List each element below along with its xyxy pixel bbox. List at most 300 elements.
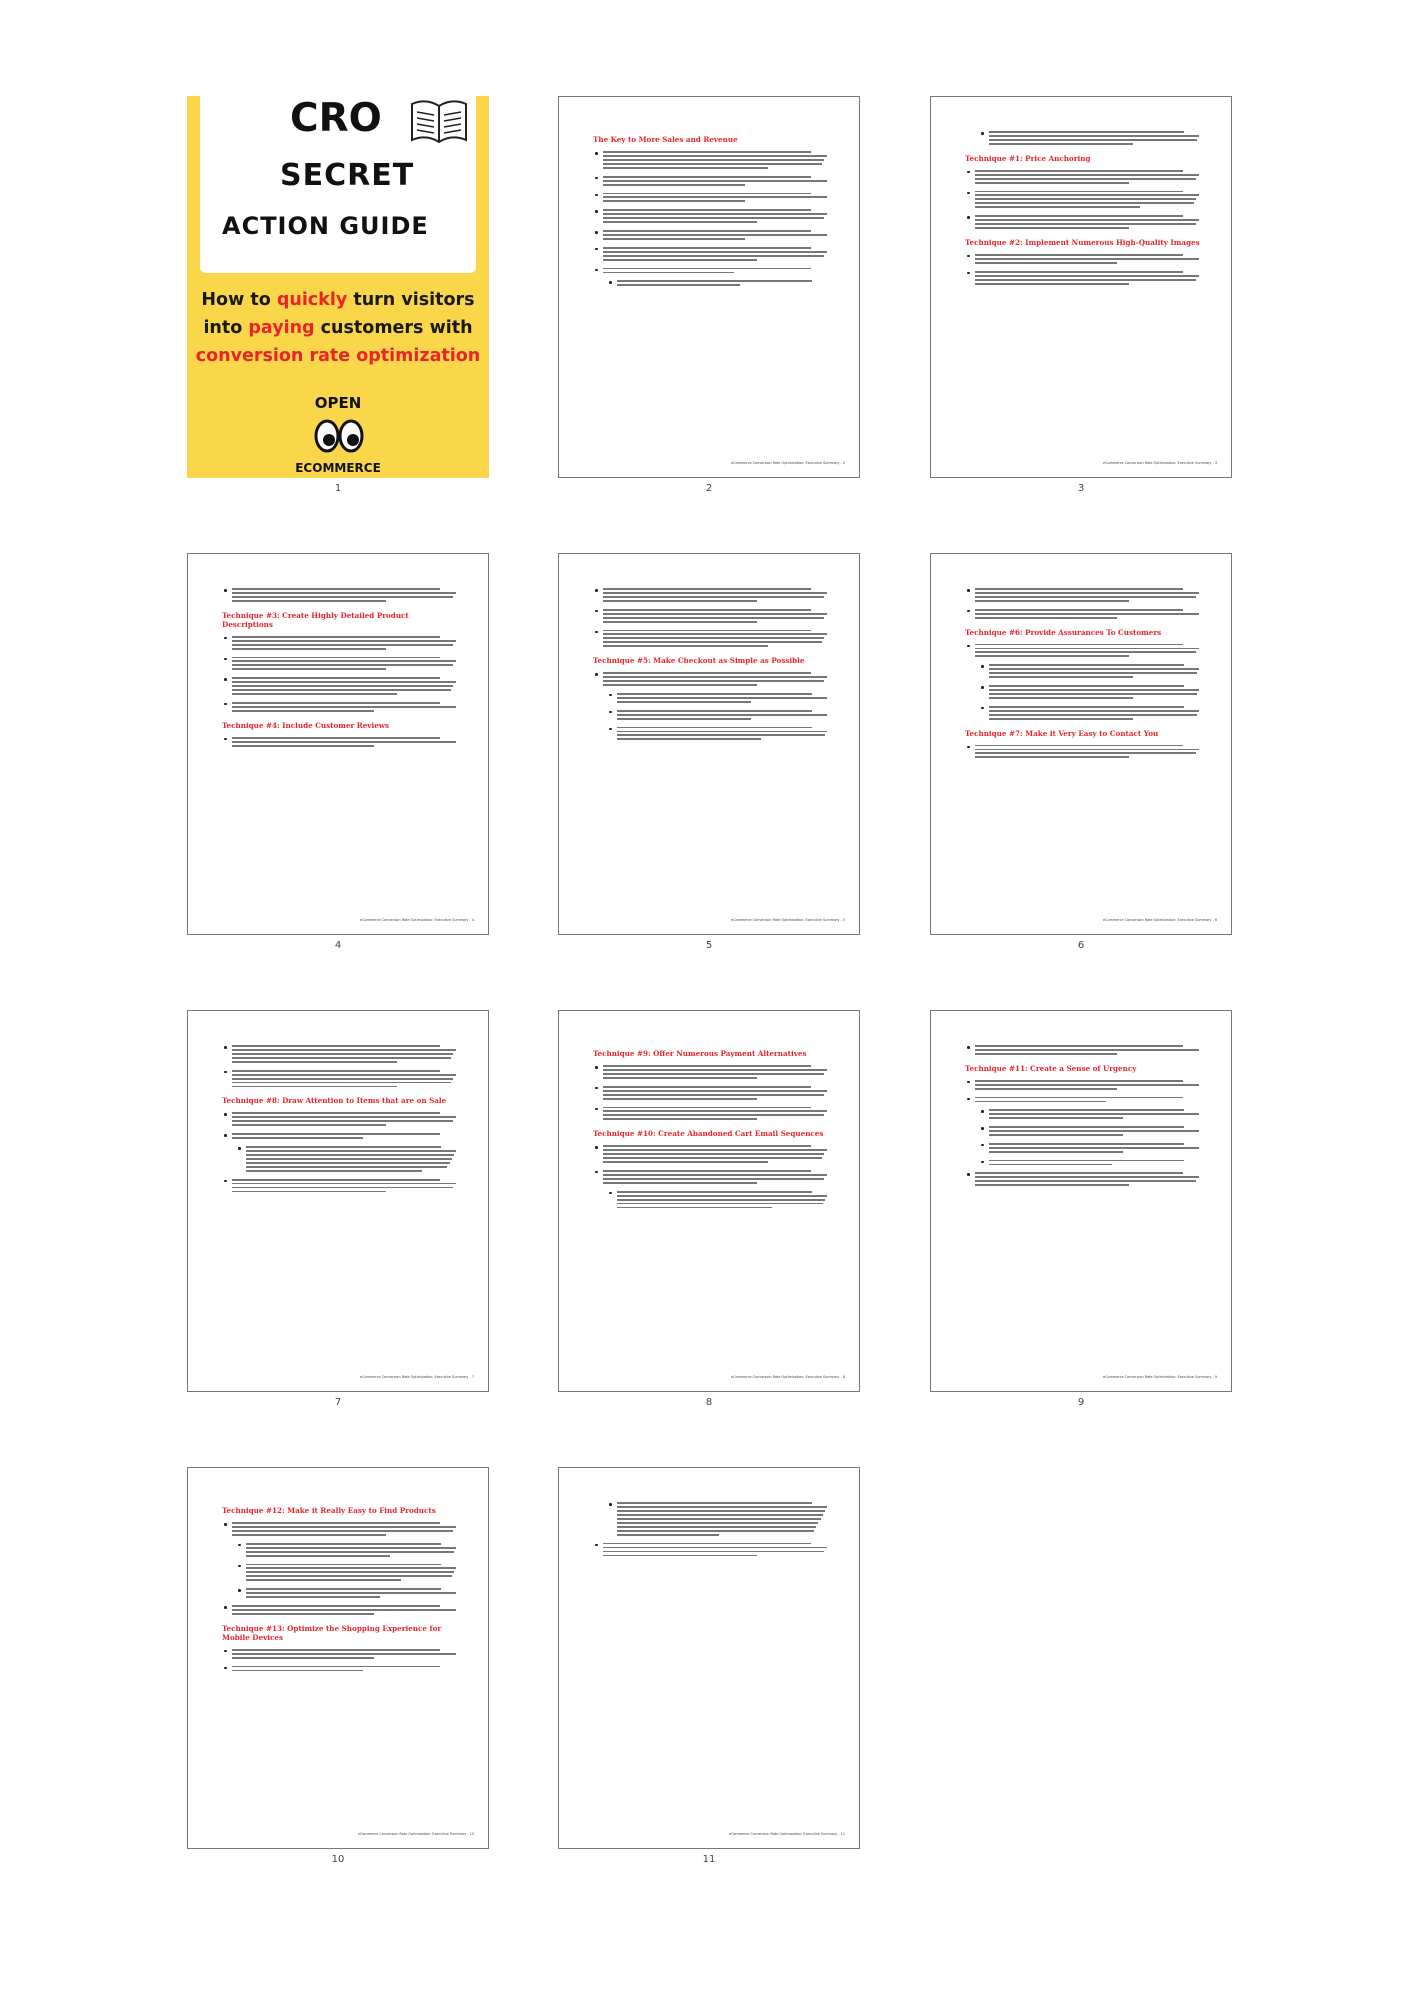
text-line (603, 1161, 768, 1163)
text-line (617, 1510, 825, 1512)
text-line (603, 1065, 811, 1067)
tagline-text: into (203, 318, 249, 338)
text-line (989, 672, 1197, 674)
text-line (989, 1147, 1199, 1149)
bullet-paragraph (965, 745, 1201, 759)
text-line (232, 1191, 386, 1193)
page-content (222, 1502, 458, 1826)
text-line (603, 272, 734, 274)
text-line (232, 1653, 456, 1655)
bullet-paragraph (965, 1045, 1201, 1055)
bullet-paragraph (593, 1191, 829, 1209)
bullet-paragraph (593, 268, 829, 274)
bullet-paragraph (593, 630, 829, 648)
text-line (603, 1178, 824, 1180)
page-section (222, 1096, 458, 1192)
section-heading: Technique #3: Create Highly Detailed Product Descriptions (222, 610, 409, 629)
text-line (232, 1137, 363, 1139)
text-line (989, 1109, 1184, 1111)
text-line (603, 1069, 827, 1071)
text-line (232, 1086, 397, 1088)
text-line (246, 1150, 456, 1152)
footer-page-number: 5 (842, 918, 845, 922)
text-line (232, 1049, 456, 1051)
page-number-label: 7 (334, 1397, 342, 1408)
text-line (603, 155, 827, 157)
page-footer (731, 1375, 845, 1379)
text-line (232, 1183, 456, 1185)
text-line (603, 1077, 757, 1079)
text-line (989, 676, 1133, 678)
text-line (232, 588, 440, 590)
page-thumbnail-11[interactable] (558, 1467, 860, 1849)
text-line (232, 1045, 440, 1047)
text-line (232, 1124, 386, 1126)
text-line (975, 1045, 1183, 1047)
cover-title-secret: SECRET (280, 158, 415, 193)
text-line (603, 176, 811, 178)
bullet-paragraph (965, 215, 1201, 229)
text-line (975, 206, 1140, 208)
text-line (975, 174, 1199, 176)
text-line (617, 1522, 818, 1524)
text-line (603, 193, 811, 195)
bullet-paragraph (222, 1605, 458, 1615)
bullet-paragraph (222, 657, 458, 671)
text-line (975, 592, 1199, 594)
text-line (975, 182, 1129, 184)
text-line (989, 1164, 1112, 1166)
text-line (603, 1149, 827, 1151)
text-line (989, 697, 1133, 699)
text-line (617, 697, 827, 699)
text-line (989, 685, 1184, 687)
page-thumbnail-8[interactable] (558, 1010, 860, 1392)
section-heading: Technique #5: Make Checkout as Simple as Possible (593, 656, 805, 666)
bullet-paragraph (593, 693, 829, 703)
bullet-paragraph (222, 1112, 458, 1126)
footer-separator: - (1211, 461, 1215, 465)
text-line (603, 596, 824, 598)
text-line (603, 1098, 757, 1100)
text-line (603, 1114, 824, 1116)
page-content (222, 588, 458, 912)
text-line (246, 1567, 456, 1569)
text-line (603, 1110, 827, 1112)
footer-title: eCommerce Conversion Rate Optimization: Executive Summary (1103, 918, 1212, 922)
bullet-paragraph (965, 170, 1201, 184)
text-line (617, 1506, 827, 1508)
section-heading: Technique #1: Price Anchoring (965, 153, 1091, 163)
bullet-paragraph (222, 1179, 458, 1193)
bullet-paragraph (222, 588, 458, 602)
text-line (989, 131, 1184, 133)
text-line (975, 279, 1196, 281)
text-line (232, 1530, 453, 1532)
bullet-paragraph (593, 247, 829, 261)
text-line (989, 1151, 1123, 1153)
footer-title: eCommerce Conversion Rate Optimization: Executive Summary (360, 918, 469, 922)
page-content (593, 588, 829, 912)
text-line (603, 617, 824, 619)
text-line (603, 592, 827, 594)
page-thumbnail-3[interactable] (930, 96, 1232, 478)
text-line (975, 756, 1129, 758)
eyes-icon (314, 418, 364, 454)
text-line (617, 280, 812, 282)
tagline-highlight: conversion rate optimization (195, 346, 481, 366)
text-line (975, 609, 1183, 611)
bullet-paragraph (965, 1126, 1201, 1136)
bullet-paragraph (593, 1502, 829, 1536)
section-heading: Technique #13: Optimize the Shopping Experience for Mobile Devices (222, 1623, 442, 1642)
text-line (603, 645, 768, 647)
footer-title: eCommerce Conversion Rate Optimization: Executive Summary (731, 1375, 840, 1379)
text-line (232, 1187, 453, 1189)
text-line (975, 283, 1129, 285)
bullet-paragraph (222, 737, 458, 747)
page-section (965, 131, 1201, 145)
text-line (246, 1555, 390, 1557)
text-line (246, 1543, 441, 1545)
text-line (232, 592, 456, 594)
page-number-label: 6 (1077, 940, 1085, 951)
text-line (232, 1053, 453, 1055)
text-line (975, 262, 1117, 264)
bullet-paragraph (593, 609, 829, 623)
page-section (222, 721, 458, 747)
text-line (232, 1526, 456, 1528)
text-line (975, 613, 1199, 615)
footer-page-number: 2 (842, 461, 845, 465)
bullet-paragraph (593, 727, 829, 741)
cover-tagline (187, 286, 489, 370)
bullet-paragraph (593, 588, 829, 602)
text-line (232, 1116, 456, 1118)
page-number-label: 10 (331, 1854, 345, 1865)
text-line (617, 1514, 823, 1516)
text-line (246, 1596, 380, 1598)
page-thumbnail-4[interactable] (187, 553, 489, 935)
text-line (989, 139, 1197, 141)
page-section (593, 588, 829, 647)
text-line (232, 600, 386, 602)
page-thumbnail-2[interactable] (558, 96, 860, 478)
footer-page-number: 7 (471, 1375, 474, 1379)
page-section (593, 656, 829, 740)
bullet-paragraph (965, 1097, 1201, 1103)
bullet-paragraph (965, 664, 1201, 678)
page-section (593, 1502, 829, 1556)
text-line (232, 596, 453, 598)
cover-title-action-guide: ACTION GUIDE (222, 212, 429, 240)
text-line (603, 1118, 757, 1120)
text-line (232, 737, 440, 739)
text-line (603, 230, 811, 232)
page-section (965, 588, 1201, 619)
text-line (617, 710, 812, 712)
cover-title-box (200, 96, 476, 273)
tagline-highlight: quickly (276, 290, 348, 310)
text-line (975, 194, 1199, 196)
text-line (603, 259, 757, 261)
text-line (989, 693, 1197, 695)
text-line (975, 1097, 1183, 1099)
text-line (989, 143, 1133, 145)
page-section (222, 1045, 458, 1087)
section-heading: Technique #6: Provide Assurances To Customers (965, 627, 1162, 637)
text-line (603, 151, 811, 153)
page-number-label: 8 (705, 1397, 713, 1408)
tagline-text: turn visitors (347, 290, 475, 310)
text-line (603, 159, 824, 161)
text-line (232, 681, 456, 683)
text-line (989, 689, 1199, 691)
bullet-paragraph (222, 1666, 458, 1672)
page-content (965, 588, 1201, 912)
page-footer (731, 918, 845, 922)
text-line (975, 271, 1183, 273)
text-line (246, 1579, 401, 1581)
text-line (975, 219, 1199, 221)
page-number-label: 3 (1077, 483, 1085, 494)
text-line (975, 1176, 1199, 1178)
page-content (593, 1502, 829, 1826)
bullet-paragraph (965, 1080, 1201, 1090)
text-line (975, 223, 1196, 225)
section-heading: Technique #9: Offer Numerous Payment Alternatives (593, 1049, 807, 1058)
page-footer (731, 461, 845, 465)
text-line (617, 1530, 814, 1532)
text-line (603, 247, 811, 249)
text-line (617, 1502, 812, 1504)
text-line (603, 588, 811, 590)
text-line (603, 1182, 757, 1184)
bullet-paragraph (593, 209, 829, 223)
text-line (603, 1547, 827, 1549)
page-thumbnail-5[interactable] (558, 553, 860, 935)
text-line (246, 1564, 441, 1566)
page-thumbnail-9[interactable] (930, 1010, 1232, 1392)
text-line (617, 731, 827, 733)
text-line (232, 1670, 363, 1672)
page-section (222, 1624, 458, 1672)
text-line (617, 1199, 825, 1201)
page-section (965, 1045, 1201, 1055)
text-line (989, 1117, 1123, 1119)
text-line (989, 668, 1199, 670)
text-line (603, 1073, 824, 1075)
text-line (975, 227, 1129, 229)
bullet-paragraph (965, 191, 1201, 209)
bullet-paragraph (965, 1160, 1201, 1166)
footer-title: eCommerce Conversion Rate Optimization: Executive Summary (728, 1832, 838, 1836)
text-line (232, 1120, 453, 1122)
text-line (246, 1551, 454, 1553)
text-line (232, 1070, 440, 1072)
text-line (989, 714, 1197, 716)
text-line (603, 221, 757, 223)
text-line (603, 200, 745, 202)
text-line (975, 198, 1196, 200)
section-heading: Technique #7: Make it Very Easy to Contact You (965, 728, 1159, 738)
page-section (222, 611, 458, 712)
footer-separator: - (468, 1375, 472, 1379)
footer-separator: - (1211, 918, 1215, 922)
footer-separator: - (839, 1375, 843, 1379)
text-line (603, 268, 811, 270)
bullet-paragraph (593, 710, 829, 720)
bullet-paragraph (965, 685, 1201, 699)
footer-title: eCommerce Conversion Rate Optimization: Executive Summary (357, 1832, 467, 1836)
bullet-paragraph (965, 131, 1201, 145)
tagline-text: customers with (314, 318, 473, 338)
text-line (603, 1555, 757, 1557)
bullet-paragraph (222, 636, 458, 650)
text-line (232, 1666, 440, 1668)
footer-title: eCommerce Conversion Rate Optimization: Executive Summary (1103, 461, 1212, 465)
text-line (232, 685, 453, 687)
text-line (617, 1203, 823, 1205)
text-line (246, 1162, 450, 1164)
text-line (603, 600, 757, 602)
bullet-paragraph (222, 1564, 458, 1582)
bullet-paragraph (222, 1522, 458, 1536)
text-line (617, 284, 740, 286)
text-line (603, 1094, 824, 1096)
text-line (246, 1571, 454, 1573)
page-footer (360, 918, 474, 922)
text-line (617, 734, 825, 736)
page-thumbnail-6[interactable] (930, 553, 1232, 935)
text-line (617, 738, 761, 740)
section-heading: Technique #10: Create Abandoned Cart Email Sequences (593, 1129, 824, 1139)
bullet-paragraph (965, 271, 1201, 285)
text-line (975, 655, 1129, 657)
text-line (232, 1609, 456, 1611)
footer-title: eCommerce Conversion Rate Optimization: Executive Summary (360, 1375, 469, 1379)
page-footer (360, 1375, 474, 1379)
text-line (232, 1649, 440, 1651)
bullet-paragraph (222, 1146, 458, 1172)
text-line (603, 684, 757, 686)
footer-separator: - (839, 918, 843, 922)
text-line (617, 693, 812, 695)
text-line (603, 167, 768, 169)
text-line (603, 251, 827, 253)
bullet-paragraph (593, 151, 829, 169)
footer-page-number: 9 (1214, 1375, 1217, 1379)
footer-title: eCommerce Conversion Rate Optimization: Executive Summary (1103, 1375, 1212, 1379)
page-section (965, 729, 1201, 759)
page-section (593, 1129, 829, 1208)
text-line (232, 1613, 374, 1615)
text-line (989, 1134, 1123, 1136)
text-line (603, 1543, 811, 1545)
bullet-paragraph (593, 193, 829, 203)
text-line (617, 701, 751, 703)
text-line (603, 676, 827, 678)
page-content (965, 1045, 1201, 1369)
text-line (232, 668, 386, 670)
bullet-paragraph (593, 1107, 829, 1121)
text-line (603, 680, 824, 682)
footer-page-number: 11 (840, 1832, 845, 1836)
text-line (975, 215, 1183, 217)
text-line (603, 613, 827, 615)
tagline-highlight: paying (248, 318, 315, 338)
text-line (232, 741, 456, 743)
text-line (975, 749, 1199, 751)
open-book-icon (408, 96, 470, 148)
text-line (617, 1526, 816, 1528)
footer-separator: - (1211, 1375, 1215, 1379)
text-line (975, 588, 1183, 590)
bullet-paragraph (222, 702, 458, 712)
text-line (232, 706, 456, 708)
text-line (232, 677, 440, 679)
bullet-paragraph (965, 588, 1201, 602)
text-line (975, 617, 1117, 619)
text-line (603, 209, 811, 211)
text-line (975, 170, 1183, 172)
text-line (617, 1518, 821, 1520)
footer-separator: - (837, 1832, 841, 1836)
section-heading: The Key to More Sales and Revenue (593, 135, 738, 144)
text-line (989, 710, 1199, 712)
text-line (603, 633, 827, 635)
footer-separator: - (466, 1832, 470, 1836)
text-line (232, 1074, 456, 1076)
text-line (232, 702, 440, 704)
footer-page-number: 10 (469, 1832, 474, 1836)
text-line (975, 1101, 1106, 1103)
bullet-paragraph (222, 1649, 458, 1659)
page-section (593, 135, 829, 286)
text-line (603, 255, 824, 257)
page-section (965, 1064, 1201, 1186)
page-thumbnail-10[interactable] (187, 1467, 489, 1849)
bullet-paragraph (593, 1145, 829, 1163)
text-line (232, 644, 453, 646)
footer-separator: - (468, 918, 472, 922)
text-line (975, 648, 1199, 650)
bullet-paragraph (965, 1172, 1201, 1186)
text-line (603, 621, 757, 623)
page-section (965, 628, 1201, 720)
footer-page-number: 4 (471, 918, 474, 922)
text-line (989, 664, 1184, 666)
text-line (603, 163, 822, 165)
text-line (975, 254, 1183, 256)
text-line (989, 718, 1133, 720)
page-section (965, 238, 1201, 285)
text-line (232, 1534, 386, 1536)
text-line (603, 196, 827, 198)
footer-page-number: 8 (842, 1375, 845, 1379)
text-line (603, 672, 811, 674)
text-line (603, 234, 827, 236)
cover-page[interactable] (187, 96, 489, 478)
bullet-paragraph (222, 677, 458, 695)
page-content (593, 131, 829, 455)
text-line (603, 180, 827, 182)
text-line (232, 1179, 440, 1181)
page-number-label: 11 (702, 1854, 716, 1865)
page-thumbnail-7[interactable] (187, 1010, 489, 1392)
section-heading: Technique #2: Implement Numerous High-Quality Images (965, 237, 1200, 247)
text-line (975, 600, 1129, 602)
